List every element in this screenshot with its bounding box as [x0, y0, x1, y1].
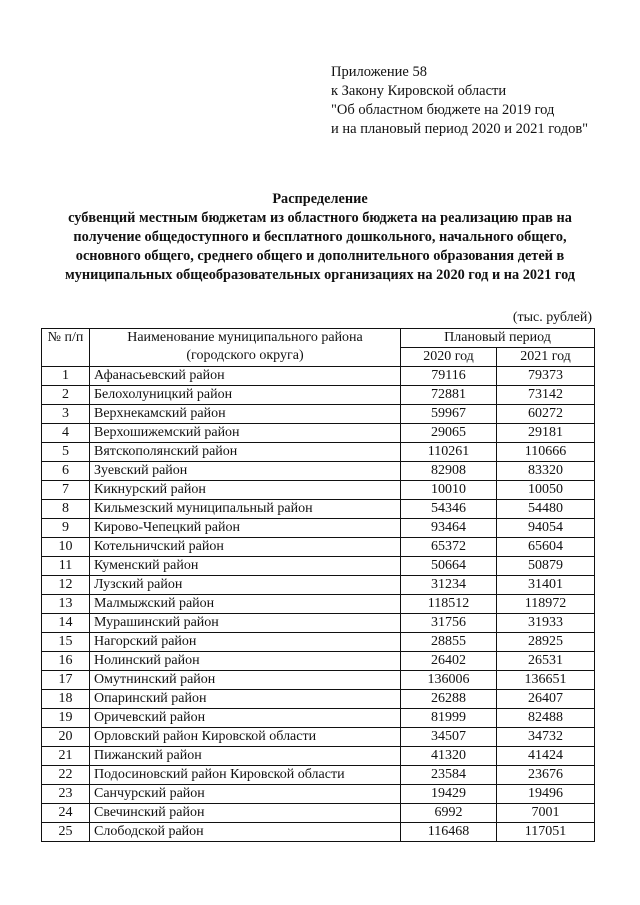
table-row: [42, 538, 595, 557]
row-value-2021: 10050: [497, 481, 595, 500]
row-value-2020: 136006: [401, 671, 497, 690]
table-row: [42, 557, 595, 576]
row-value-2020: 26288: [401, 690, 497, 709]
row-value-2020: 72881: [401, 386, 497, 405]
units-label: (тыс. рублей): [512, 310, 592, 325]
header-year-2021: 2021 год: [497, 348, 595, 367]
table-row: [42, 386, 595, 405]
row-value-2021: 73142: [497, 386, 595, 405]
row-value-2020: 50664: [401, 557, 497, 576]
row-value-2021: 26407: [497, 690, 595, 709]
document-title: [40, 190, 600, 285]
row-number: 11: [42, 557, 90, 576]
appendix-line-1: Приложение 58: [331, 64, 427, 80]
row-value-2020: 118512: [401, 595, 497, 614]
row-number: 5: [42, 443, 90, 462]
row-number: 3: [42, 405, 90, 424]
row-number: 16: [42, 652, 90, 671]
row-district-name: Кикнурский район: [90, 481, 401, 500]
row-value-2020: 28855: [401, 633, 497, 652]
row-value-2021: 94054: [497, 519, 595, 538]
row-value-2021: 50879: [497, 557, 595, 576]
row-number: 22: [42, 766, 90, 785]
row-number: 9: [42, 519, 90, 538]
row-district-name: Малмыжский район: [90, 595, 401, 614]
row-number: 15: [42, 633, 90, 652]
row-value-2021: 7001: [497, 804, 595, 823]
row-value-2021: 118972: [497, 595, 595, 614]
row-number: 6: [42, 462, 90, 481]
table-row: [42, 633, 595, 652]
row-district-name: Кильмезский муниципальный район: [90, 500, 401, 519]
table-row: [42, 576, 595, 595]
row-value-2021: 29181: [497, 424, 595, 443]
row-value-2021: 41424: [497, 747, 595, 766]
subsidy-table: [41, 328, 595, 842]
row-value-2021: 79373: [497, 367, 595, 386]
table-row: [42, 367, 595, 386]
row-value-2020: 10010: [401, 481, 497, 500]
row-district-name: Орловский район Кировской области: [90, 728, 401, 747]
row-district-name: Санчурский район: [90, 785, 401, 804]
row-district-name: Нолинский район: [90, 652, 401, 671]
row-value-2020: 116468: [401, 823, 497, 842]
table-row: [42, 481, 595, 500]
table-row: [42, 690, 595, 709]
row-number: 18: [42, 690, 90, 709]
row-value-2020: 93464: [401, 519, 497, 538]
row-value-2021: 60272: [497, 405, 595, 424]
row-district-name: Подосиновский район Кировской области: [90, 766, 401, 785]
row-district-name: Верхнекамский район: [90, 405, 401, 424]
table-row: [42, 462, 595, 481]
row-value-2021: 82488: [497, 709, 595, 728]
row-value-2020: 65372: [401, 538, 497, 557]
row-value-2020: 82908: [401, 462, 497, 481]
title-line-3: основного общего, среднего общего и дополнительного образования детей в: [75, 248, 565, 264]
row-value-2021: 54480: [497, 500, 595, 519]
row-district-name: Лузский район: [90, 576, 401, 595]
row-value-2020: 31756: [401, 614, 497, 633]
row-value-2021: 65604: [497, 538, 595, 557]
row-number: 20: [42, 728, 90, 747]
row-value-2021: 23676: [497, 766, 595, 785]
header-period: Плановый период: [401, 329, 595, 348]
table-row: [42, 519, 595, 538]
row-number: 4: [42, 424, 90, 443]
row-number: 7: [42, 481, 90, 500]
row-value-2020: 41320: [401, 747, 497, 766]
header-name-line-1: Наименование муниципального района: [127, 330, 363, 345]
row-value-2021: 19496: [497, 785, 595, 804]
row-value-2020: 31234: [401, 576, 497, 595]
row-value-2020: 34507: [401, 728, 497, 747]
row-value-2021: 110666: [497, 443, 595, 462]
appendix-line-3: "Об областном бюджете на 2019 год: [331, 102, 555, 118]
table-row: [42, 405, 595, 424]
appendix-reference: [331, 63, 588, 139]
row-value-2021: 31401: [497, 576, 595, 595]
table-row: [42, 709, 595, 728]
row-district-name: Зуевский район: [90, 462, 401, 481]
row-value-2021: 26531: [497, 652, 595, 671]
table-body: [42, 367, 595, 842]
title-line-1: субвенций местным бюджетам из областного бюджета на реализацию прав на: [68, 210, 572, 226]
row-district-name: Свечинский район: [90, 804, 401, 823]
title-line-4: муниципальных общеобразовательных организациях на 2020 год и на 2021 год: [64, 267, 576, 283]
row-value-2021: 83320: [497, 462, 595, 481]
row-district-name: Афанасьевский район: [90, 367, 401, 386]
table-row: [42, 595, 595, 614]
table-row: [42, 823, 595, 842]
row-value-2021: 117051: [497, 823, 595, 842]
row-value-2020: 59967: [401, 405, 497, 424]
row-value-2020: 81999: [401, 709, 497, 728]
row-district-name: Оричевский район: [90, 709, 401, 728]
row-number: 14: [42, 614, 90, 633]
row-value-2021: 28925: [497, 633, 595, 652]
table-row: [42, 424, 595, 443]
row-value-2021: 136651: [497, 671, 595, 690]
row-value-2021: 31933: [497, 614, 595, 633]
title-heading: Распределение: [272, 191, 368, 207]
row-district-name: Омутнинский район: [90, 671, 401, 690]
row-district-name: Кирово-Чепецкий район: [90, 519, 401, 538]
row-value-2020: 29065: [401, 424, 497, 443]
table-row: [42, 443, 595, 462]
row-district-name: Опаринский район: [90, 690, 401, 709]
row-number: 24: [42, 804, 90, 823]
row-value-2020: 19429: [401, 785, 497, 804]
row-district-name: Котельничский район: [90, 538, 401, 557]
row-number: 19: [42, 709, 90, 728]
table-row: [42, 785, 595, 804]
row-district-name: Пижанский район: [90, 747, 401, 766]
row-district-name: Мурашинский район: [90, 614, 401, 633]
row-number: 8: [42, 500, 90, 519]
row-value-2020: 23584: [401, 766, 497, 785]
row-value-2021: 34732: [497, 728, 595, 747]
row-district-name: Верхошижемский район: [90, 424, 401, 443]
row-value-2020: 79116: [401, 367, 497, 386]
header-row: [42, 329, 595, 348]
row-district-name: Вятскополянский район: [90, 443, 401, 462]
row-value-2020: 6992: [401, 804, 497, 823]
table-row: [42, 500, 595, 519]
header-year-2020: 2020 год: [401, 348, 497, 367]
title-line-2: получение общедоступного и бесплатного дошкольного, начального общего,: [73, 229, 567, 245]
row-value-2020: 26402: [401, 652, 497, 671]
row-number: 1: [42, 367, 90, 386]
row-number: 10: [42, 538, 90, 557]
row-number: 13: [42, 595, 90, 614]
row-value-2020: 110261: [401, 443, 497, 462]
table-row: [42, 728, 595, 747]
header-number: № п/п: [42, 329, 90, 367]
row-number: 23: [42, 785, 90, 804]
table-row: [42, 614, 595, 633]
table-row: [42, 652, 595, 671]
row-district-name: Слободской район: [90, 823, 401, 842]
appendix-line-2: к Закону Кировской области: [331, 83, 507, 99]
row-number: 21: [42, 747, 90, 766]
table-row: [42, 804, 595, 823]
row-value-2020: 54346: [401, 500, 497, 519]
table-row: [42, 747, 595, 766]
row-district-name: Нагорский район: [90, 633, 401, 652]
header-name-line-2: (городского округа): [186, 348, 304, 363]
row-number: 25: [42, 823, 90, 842]
row-number: 17: [42, 671, 90, 690]
table-row: [42, 766, 595, 785]
table-row: [42, 671, 595, 690]
row-number: 12: [42, 576, 90, 595]
row-number: 2: [42, 386, 90, 405]
header-name: [90, 329, 401, 367]
appendix-line-4: и на плановый период 2020 и 2021 годов": [331, 121, 589, 137]
row-district-name: Куменский район: [90, 557, 401, 576]
row-district-name: Белохолуницкий район: [90, 386, 401, 405]
